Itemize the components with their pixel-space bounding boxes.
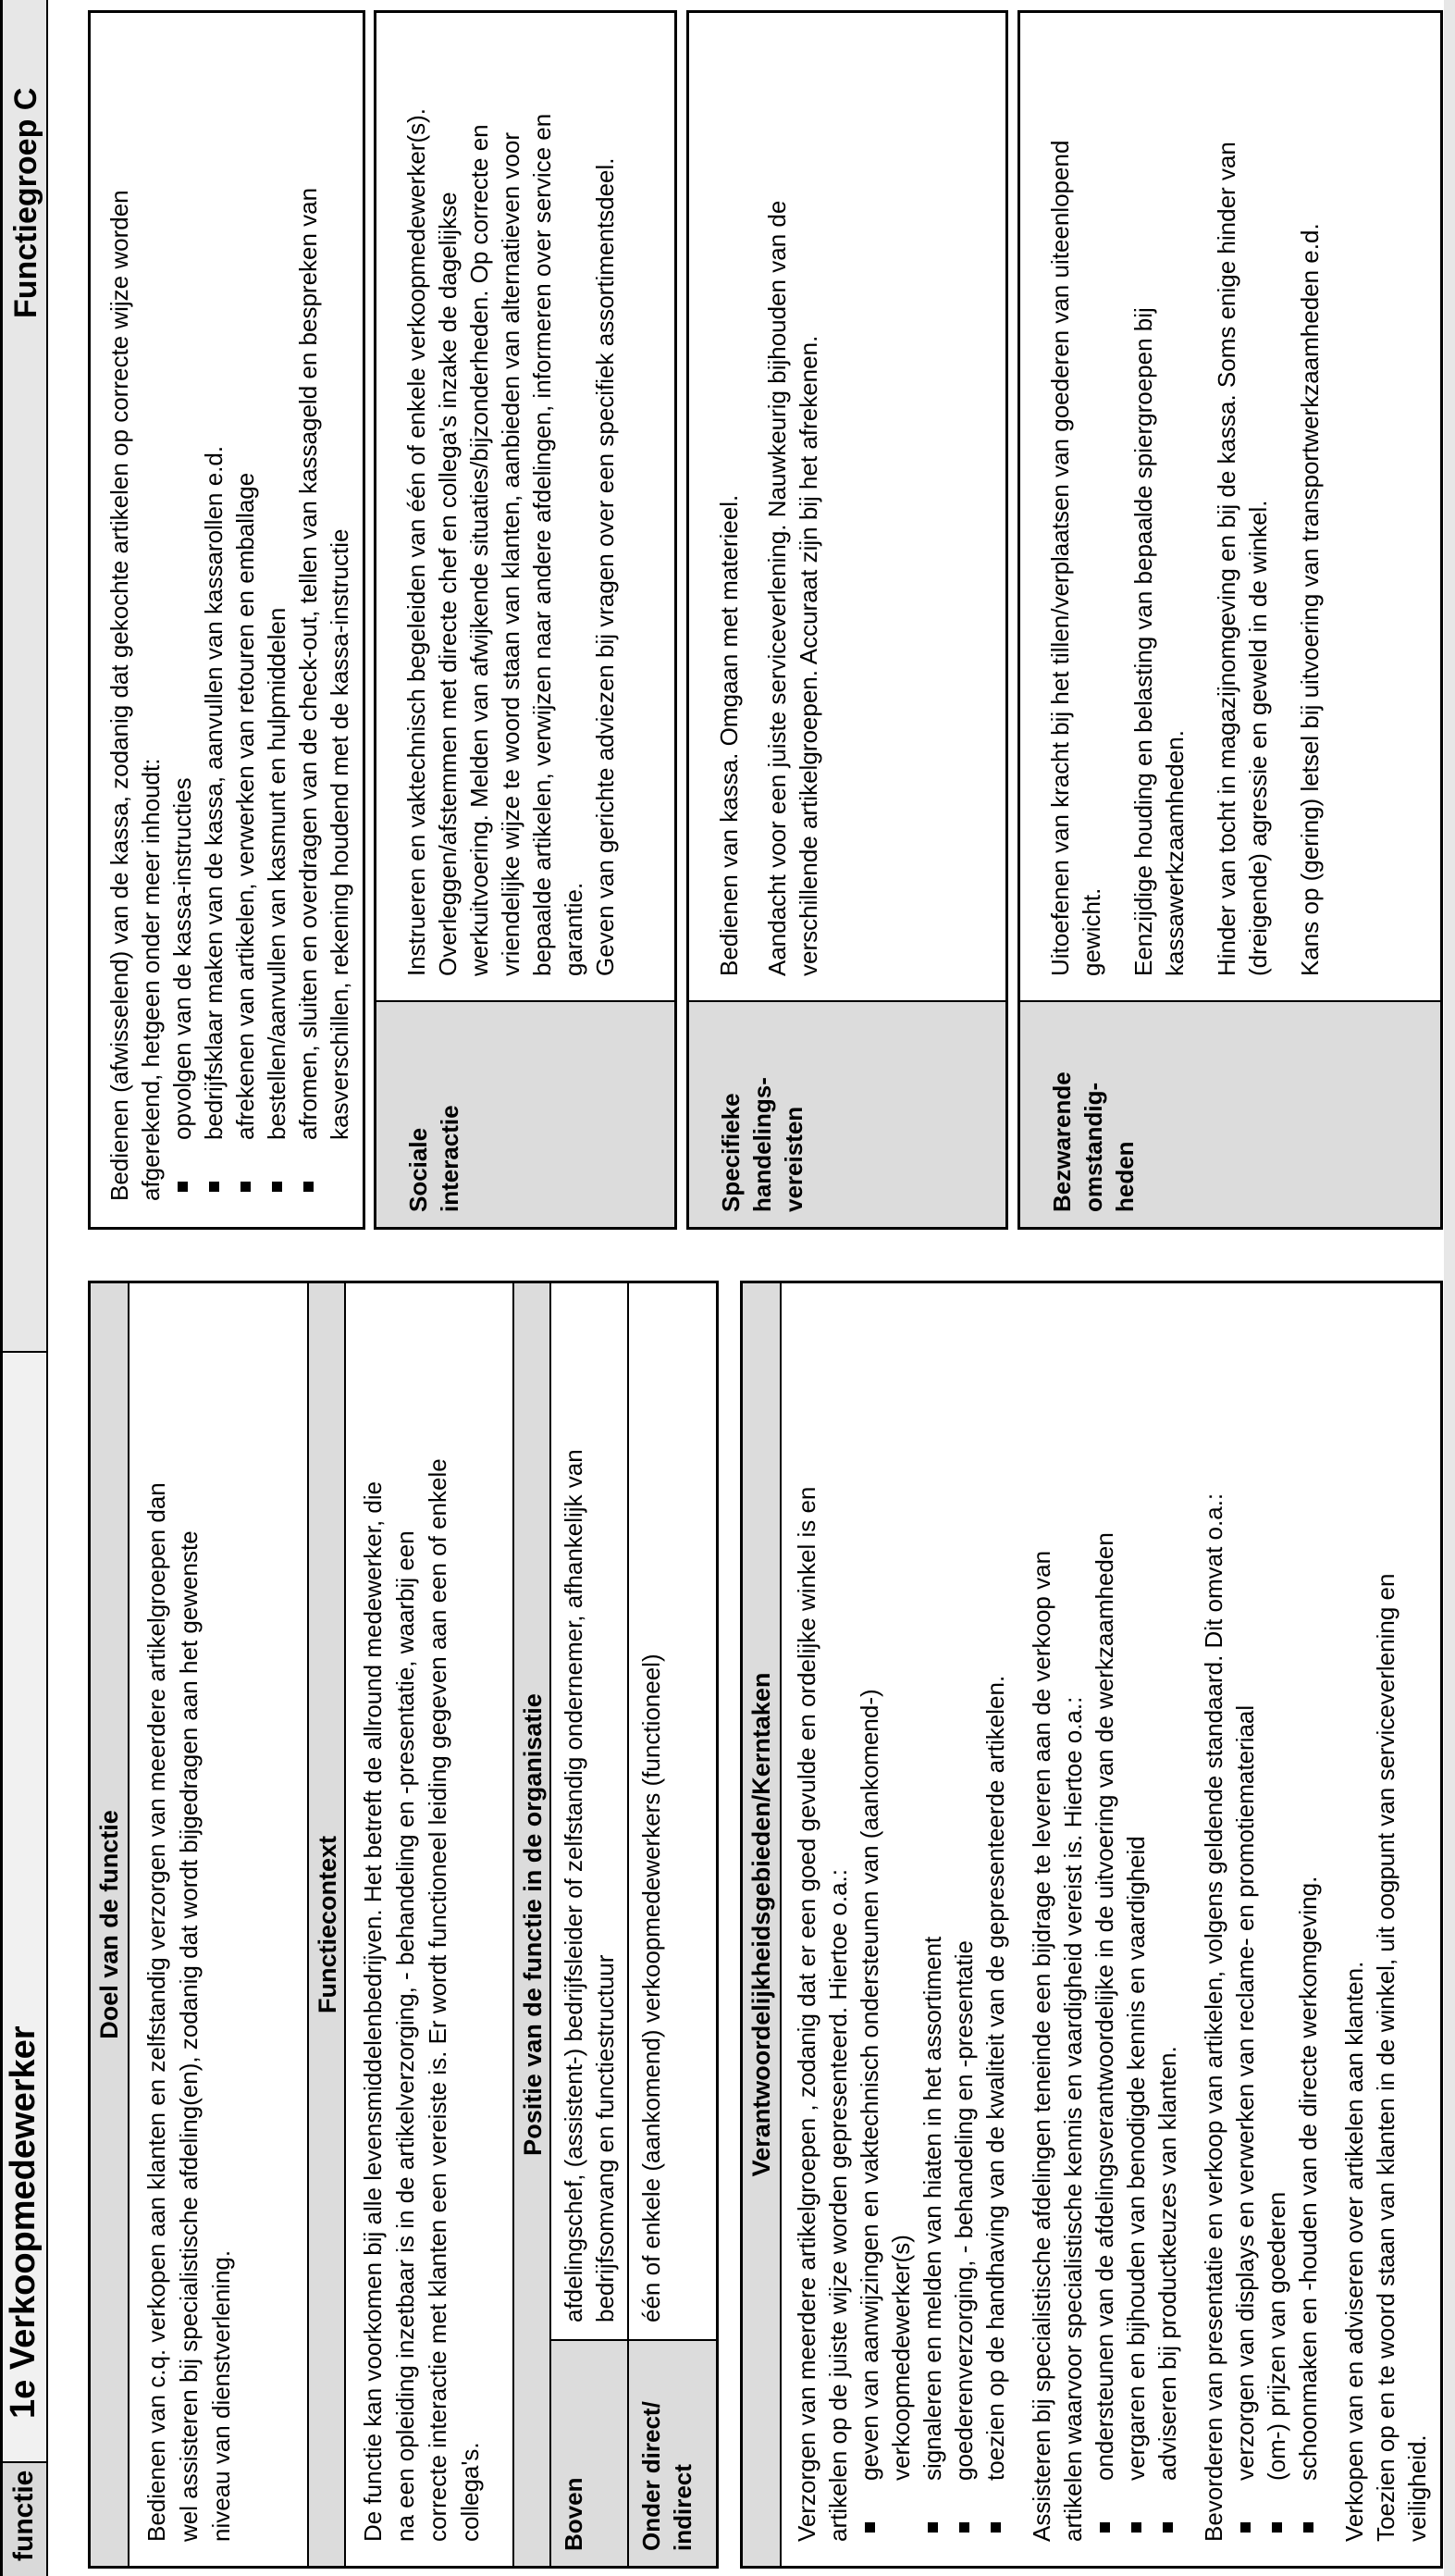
text-line: Verkopen van en adviseren over artikelen aan klanten.	[1340, 1961, 1368, 2542]
specifiek-label	[689, 1000, 1005, 1227]
text-line: (dreigende) agressie en geweld in de winkel.	[1244, 500, 1272, 976]
text-line: garantie.	[560, 882, 587, 976]
paragraph-gap	[1274, 13, 1294, 976]
bullet-square-icon	[959, 2522, 969, 2533]
positie-row-boven	[551, 1283, 627, 2566]
right-box-specifiek	[686, 10, 1008, 1230]
bullet-square-icon	[1131, 2522, 1141, 2533]
text-line: werkuitvoering. Melden van afwijkende situaties/bijzonderheden. Op correcte en	[465, 124, 493, 976]
boven-value	[551, 1283, 627, 2339]
bullet-square-icon	[209, 1182, 219, 1192]
bullet-line	[198, 13, 229, 1201]
text-line: (om-) prijzen van goederen	[1263, 2191, 1290, 2481]
onder-label	[629, 2339, 716, 2566]
text-line: Instrueren en vaktechnisch begeleiden van één of enkele verkoopmedewerker(s).	[402, 108, 430, 976]
function-title-cell: 1e Verkoopmedewerker	[3, 1351, 46, 2461]
text-line: Overleggen/afstemmen met directe chef en collega's inzake de dagelijkse	[434, 192, 462, 976]
text-line: afromen, sluiten en overdragen van de check-out, tellen van kassageld en bespreken van	[294, 187, 322, 1140]
text-line: Bedienen (afwisselend) van de kassa, zodanig dat gekochte artikelen op correcte wijze worden	[105, 190, 133, 1201]
positie-row-onder	[627, 1283, 716, 2566]
paragraph-gap	[1183, 1302, 1198, 2542]
text-line: Bedienen van kassa. Omgaan met materieel.	[715, 494, 743, 976]
page-bottom-margin	[1444, 0, 1455, 2576]
text-line: heden	[1111, 1141, 1139, 1212]
bullet-line	[1152, 1302, 1183, 2542]
text-line: De functie kan voorkomen bij alle levensmiddelenbedrijven. Het betreft de allround medewerker, die	[359, 1480, 387, 2542]
boven-label: Boven	[551, 2339, 627, 2566]
doel-paragraph	[129, 1283, 307, 2566]
paragraph-gap	[1190, 13, 1211, 976]
text-line: artikelen op de juiste wijze worden gepresenteerd. Hiertoe o.a.:	[824, 1869, 852, 2542]
text-line: geven van aanwijzingen en vaktechnisch ondersteunen van (aankomend-)	[856, 1689, 883, 2481]
continuation-line: verkoopmedewerker(s)	[887, 2235, 915, 2481]
text-line: schoonmaken en -houden van de directe werkomgeving.	[1294, 1876, 1322, 2481]
text-line: verzorgen van displays en verwerken van reclame- en promotiemateriaal	[1231, 1704, 1259, 2481]
bullet-square-icon	[1163, 2522, 1173, 2533]
sociale-label	[376, 1000, 674, 1227]
text-line: bepaalde artikelen, verwijzen naar andere afdelingen, informeren over service en	[528, 113, 556, 976]
section-header-positie: Positie van de functie in de organisatie	[512, 1283, 551, 2566]
paragraph-gap	[745, 13, 761, 976]
bullet-square-icon	[178, 1182, 188, 1192]
bullet-line	[854, 1302, 885, 2542]
bullet-square-icon	[1303, 2522, 1313, 2533]
text-line: verschillende artikelgroepen. Accuraat zijn bij het afrekenen.	[795, 335, 822, 976]
right-box-kassa	[88, 10, 365, 1230]
text-line: toezien op de handhaving van de kwaliteit van de gepresenteerde artikelen.	[981, 1675, 1009, 2481]
bullet-square-icon	[1272, 2522, 1282, 2533]
continuation-line: kasverschillen, rekening houdend met de kassa-instructie	[326, 528, 353, 1140]
bullet-line	[261, 13, 292, 1201]
bullet-square-icon	[928, 2522, 938, 2533]
header-bar	[0, 0, 48, 2576]
text-line: afdelingschef, (assistent-) bedrijfsleider of zelfstandig ondernemer, afhankelijk van	[560, 1449, 587, 2322]
bullet-line	[229, 13, 261, 1201]
bullet-line	[166, 13, 198, 1201]
text-line: niveau van dienstverlening.	[207, 2249, 235, 2542]
right-box-sociale	[374, 10, 677, 1230]
text-line: kassawerkzaamheden.	[1161, 730, 1189, 976]
text-line: Uitoefenen van kracht bij het tillen/verplaatsen van goederen van uiteenlopend	[1046, 140, 1074, 976]
text-line: correcte interactie met klanten een vereiste is. Er wordt functioneel leiding gegeven aan een of enkele	[424, 1458, 451, 2542]
text-line: na een opleiding inzetbaar is in de artikelverzorging, - behandeling en -presentatie, waarbij een	[391, 1530, 419, 2542]
section-header-kerntaken: Verantwoordelijkheidsgebieden/Kerntaken	[743, 1283, 782, 2566]
text-line: Assisteren bij specialistische afdelingen teneinde een bijdrage te leveren aan de verkoop van	[1028, 1550, 1055, 2542]
text-line: signaleren en melden van hiaten in het assortiment	[919, 1936, 946, 2481]
text-line: Verzorgen van meerdere artikelgroepen , zodanig dat er een goed gevulde en ordelijke winkel is en	[793, 1486, 820, 2542]
text-line: wel assisteren bij specialistische afdeling(en), zodanig dat wordt bijgedragen aan het gewenste	[175, 1530, 203, 2542]
text-line: afgerekend, hetgeen onder meer inhoudt:	[137, 758, 165, 1201]
bezwarend-label	[1020, 1000, 1440, 1227]
text-line: interactie	[436, 1105, 463, 1212]
text-line: bestellen/aanvullen van kasmunt en hulpmiddelen	[263, 607, 290, 1140]
bullet-square-icon	[991, 2522, 1001, 2533]
functiecontext-paragraph	[346, 1283, 512, 2566]
paragraph-gap	[1107, 13, 1128, 976]
text-line: één of enkele (aankomend) verkoopmedewerkers (functioneel)	[637, 1653, 665, 2322]
text-line: bedrijfsklaar maken van de kassa, aanvullen van kassarollen e.d.	[200, 445, 228, 1140]
text-line: vereisten	[780, 1106, 808, 1212]
bullet-square-icon	[865, 2522, 875, 2533]
text-line: gewicht.	[1078, 887, 1105, 976]
functie-label-cell: functie	[3, 2461, 46, 2576]
bullet-line	[917, 1302, 948, 2542]
bullet-line	[948, 1302, 980, 2542]
text-line: handelings-	[748, 1077, 776, 1212]
text-line: Specifieke	[717, 1093, 745, 1212]
section-header-functiecontext: Functiecontext	[307, 1283, 346, 2566]
bullet-square-icon	[303, 1182, 314, 1192]
text-line: Eenzijdige houding en belasting van bepaalde spiergroepen bij	[1129, 307, 1157, 976]
text-line: Toezien op en te woord staan van klanten in de winkel, uit oogpunt van serviceverlening en	[1372, 1573, 1400, 2542]
left-box-kerntaken	[740, 1281, 1443, 2569]
text-line: omstandig-	[1079, 1082, 1107, 1212]
bullet-line	[1229, 1302, 1261, 2542]
bullet-line	[980, 1302, 1011, 2542]
text-line: vriendelijke wijze te woord staan van klanten, aanbieden van alternatieven voor	[497, 131, 524, 976]
text-line: Bezwarende	[1048, 1071, 1076, 1212]
bullet-square-icon	[272, 1182, 282, 1192]
onder-value	[629, 1283, 716, 2339]
kerntaken-content	[782, 1283, 1433, 2566]
text-line: ondersteunen van de afdelingsverantwoordelijke in de uitvoering van de werkzaamheden	[1091, 1532, 1118, 2481]
bullet-line	[1120, 1302, 1152, 2542]
text-line: artikelen waarvoor specialistische kennis en vaardigheid vereist is. Hiertoe o.a.:	[1059, 1696, 1087, 2542]
bullet-line	[1261, 1302, 1292, 2542]
text-line: bedrijfsomvang en functiestructuur	[591, 1954, 619, 2322]
bullet-line	[292, 13, 324, 1201]
bullet-line	[1292, 1302, 1324, 2542]
paragraph-gap	[1011, 1302, 1026, 2542]
text-line: Bevorderen van presentatie en verkoop van artikelen, volgens geldende standaard. Dit omvat o.a.:	[1200, 1492, 1227, 2542]
text-line: Geven van gerichte adviezen bij vragen over een specifiek assortimentsdeel.	[591, 157, 619, 976]
text-line: goederenverzorging, - behandeling en -presentatie	[950, 1940, 978, 2481]
text-line: adviseren bij productkeuzes van klanten.	[1153, 2046, 1181, 2481]
left-box-top	[88, 1281, 719, 2569]
text-line: vergaren en bijhouden van benodigde kennis en vaardigheid	[1122, 1836, 1150, 2481]
bullet-line	[1089, 1302, 1120, 2542]
text-line: Aandacht voor een juiste serviceverlening. Nauwkeurig bijhouden van de	[763, 200, 791, 976]
bullet-square-icon	[1240, 2522, 1251, 2533]
sociale-content	[376, 13, 674, 1000]
text-line: Hinder van tocht in magazijnomgeving en bij de kassa. Soms enige hinder van	[1213, 142, 1240, 976]
kassa-content	[91, 13, 355, 1227]
specifiek-content	[689, 13, 1005, 1000]
text-line: Onder direct/	[637, 2401, 665, 2551]
text-line: Kans op (gering) letsel bij uitvoering van transportwerkzaamheden e.d.	[1296, 223, 1324, 976]
text-line: Bedienen van c.q. verkopen aan klanten en zelfstandig verzorgen van meerdere artikelgroepen dan	[142, 1482, 170, 2542]
paragraph-gap	[1324, 1302, 1338, 2542]
text-line: Sociale	[404, 1127, 432, 1212]
text-line: indirect	[669, 2464, 697, 2551]
section-header-doel: Doel van de functie	[91, 1283, 129, 2566]
text-line: veiligheid.	[1403, 2434, 1431, 2542]
bullet-square-icon	[240, 1182, 251, 1192]
text-line: collega's.	[456, 2442, 484, 2542]
functiegroep-label: Functiegroep C	[8, 87, 43, 318]
bezwarend-content	[1020, 13, 1440, 1000]
text-line: opvolgen van de kassa-instructies	[168, 777, 196, 1140]
text-line: afrekenen van artikelen, verwerken van retouren en emballage	[231, 472, 259, 1140]
right-box-bezwarend	[1017, 10, 1443, 1230]
bullet-square-icon	[1100, 2522, 1110, 2533]
